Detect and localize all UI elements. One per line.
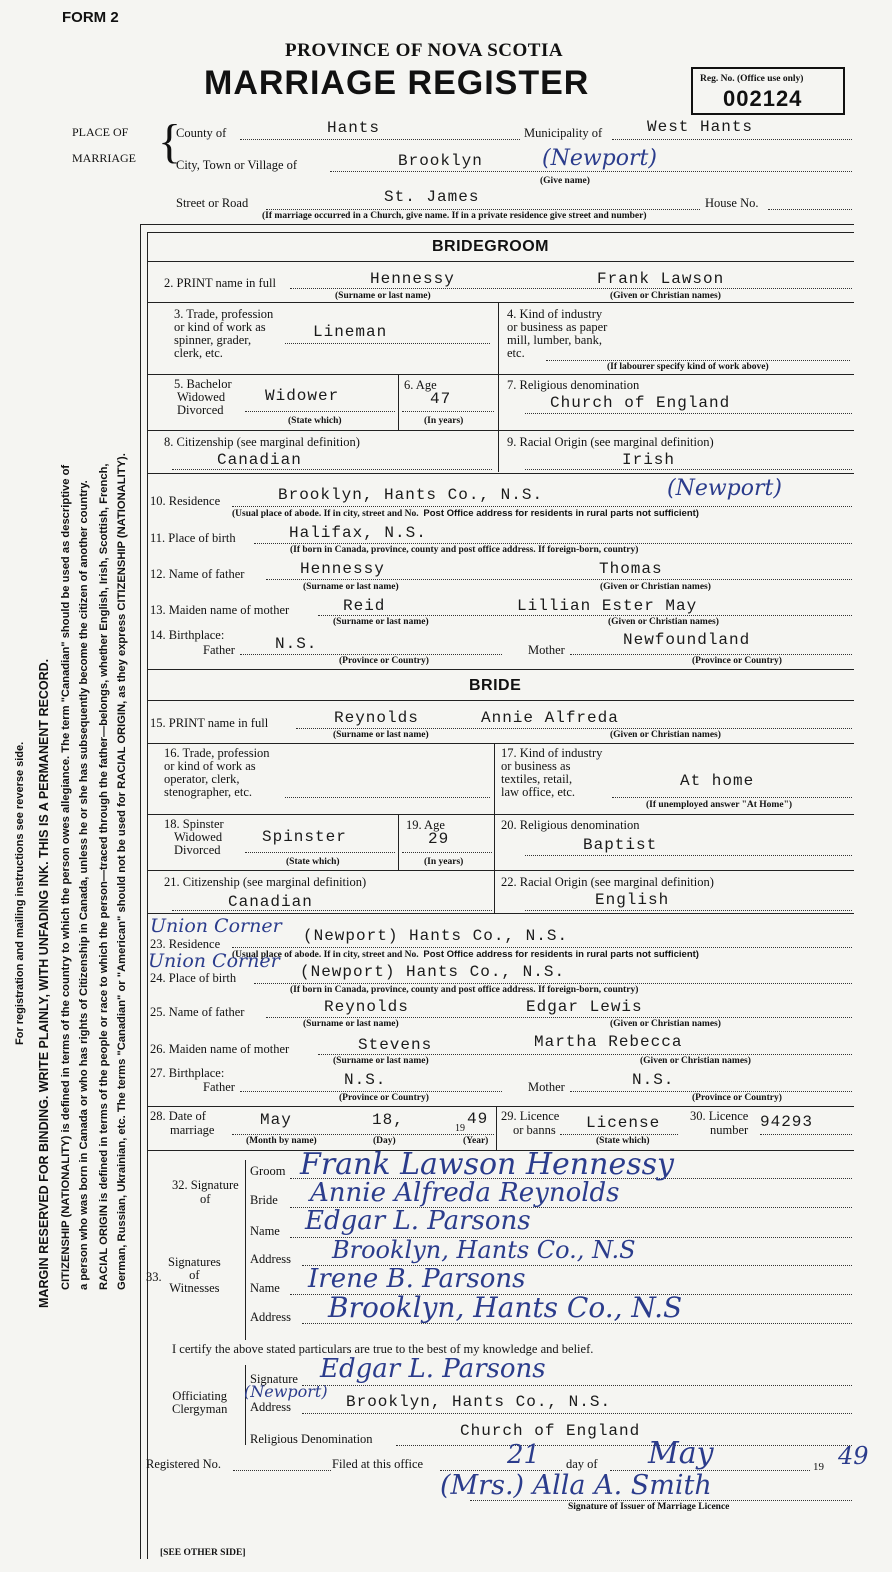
bride-heading: BRIDE [469, 677, 522, 694]
rule-dot [240, 1091, 502, 1092]
f25-surname-hint: (Surname or last name) [303, 1019, 399, 1029]
rule-dot [560, 1134, 678, 1135]
margin-def-2: a person who was born in Canada or who has rights of Citizenship in Canada, unless he or she has subsequently become the citizen of another country. [78, 480, 90, 1290]
w1-address: Brooklyn, Hants Co., N.S [332, 1236, 636, 1264]
reg-box [691, 67, 845, 115]
groom-sig-label: Groom [250, 1164, 286, 1178]
groom-age: 47 [430, 390, 452, 408]
rule-dot [285, 343, 490, 344]
groom-residence-note: (Newport) [667, 476, 782, 501]
f13-given-hint: (Given or Christian names) [608, 617, 719, 627]
rule [147, 913, 854, 914]
w2-name: Irene B. Parsons [308, 1264, 526, 1294]
house-line [768, 209, 852, 210]
f27-father-word: Father [203, 1080, 235, 1094]
municipality-label: Municipality of [524, 126, 603, 140]
issuer-label: Signature of Issuer of Marriage Licence [568, 1502, 730, 1512]
f33-label: Signatures of Witnesses [168, 1255, 221, 1295]
f27-prov-hint-1: (Province or Country) [339, 1093, 429, 1103]
rule-dot [570, 654, 852, 655]
w1-address-label: Address [250, 1252, 291, 1266]
filed-day: 21 [507, 1440, 541, 1470]
f25-given-hint: (Given or Christian names) [610, 1019, 721, 1029]
rule-dot [318, 615, 852, 616]
marriage-year-prefix: 19 [455, 1123, 465, 1134]
bride-birthplace: (Newport) Hants Co., N.S. [300, 963, 566, 981]
rule-dot [302, 1385, 852, 1386]
groom-father-birthplace: N.S. [275, 635, 318, 653]
f23-hint: (Usual place of abode. If in city, street and No. Post Office address for residents in rural parts not sufficient) [232, 949, 699, 960]
municipality-value: West Hants [647, 118, 754, 136]
give-name-hint: (Give name) [540, 176, 590, 186]
groom-trade: Lineman [313, 323, 388, 341]
rule [147, 1106, 854, 1107]
f4-hint: (If labourer specify kind of work above) [607, 362, 769, 372]
f12-label: 12. Name of father [150, 567, 245, 581]
clergy-address: Brooklyn, Hants Co., N.S. [346, 1393, 612, 1411]
f2-surname-hint: (Surname or last name) [335, 291, 431, 301]
groom-mother-surname: Reid [343, 597, 386, 615]
rule-dot [232, 947, 852, 948]
f29-label: 29. Licence or banns [501, 1109, 560, 1137]
bride-religion: Baptist [583, 836, 658, 854]
licence-number: 94293 [760, 1113, 814, 1131]
rule-dot [285, 797, 490, 798]
rule-v [494, 743, 495, 913]
bride-surname: Reynolds [334, 709, 419, 727]
f13-surname-hint: (Surname or last name) [333, 617, 429, 627]
bride-signature: Annie Alfreda Reynolds [310, 1178, 620, 1208]
place-label-1: PLACE OF [72, 125, 129, 139]
rule [147, 374, 854, 375]
f2-label: 2. PRINT name in full [164, 276, 276, 290]
rule-dot [172, 910, 492, 911]
f14-prov-hint-1: (Province or Country) [339, 656, 429, 666]
groom-signature: Frank Lawson Hennessy [300, 1147, 674, 1182]
rule [147, 700, 854, 701]
f7-label: 7. Religious denomination [507, 378, 640, 392]
f24-label: 24. Place of birth [150, 971, 237, 985]
frame-left-inner [147, 232, 148, 1559]
w2-address-label: Address [250, 1310, 291, 1324]
f27-mother-word: Mother [528, 1080, 565, 1094]
clergy-address-label: Address [250, 1400, 291, 1414]
groom-status: Widower [265, 387, 340, 405]
bride-father-surname: Reynolds [324, 998, 409, 1016]
rule [147, 302, 854, 303]
f19-hint: (In years) [424, 857, 464, 867]
f23-label: 23. Residence [150, 937, 221, 951]
f14-label: 14. Birthplace: [150, 628, 225, 642]
bride-mother-given: Martha Rebecca [534, 1033, 683, 1051]
bride-residence-hw: Union Corner [150, 915, 282, 937]
rule-dot [396, 1445, 852, 1446]
street-label: Street or Road [176, 196, 249, 210]
groom-surname: Hennessy [370, 270, 455, 288]
groom-father-given: Thomas [599, 560, 663, 578]
reg-number: 002124 [723, 86, 803, 111]
f28-year-hint: (Year) [463, 1136, 489, 1146]
rule-dot [402, 852, 492, 853]
rule [147, 430, 854, 431]
f12-given-hint: (Given or Christian names) [600, 582, 711, 592]
street-line [266, 209, 700, 210]
f21-label: 21. Citizenship (see marginal definition) [164, 875, 367, 889]
groom-residence: Brooklyn, Hants Co., N.S. [278, 486, 544, 504]
f33-number: 33. [146, 1270, 162, 1284]
rule-dot [525, 469, 852, 470]
place-brace: { [158, 115, 182, 168]
frame-top-1 [140, 224, 854, 225]
marriage-year: 49 [467, 1110, 489, 1128]
f28-label: 28. Date of marriage [150, 1109, 215, 1137]
margin-def-4: German, Russian, Ukrainian, etc. The terms "Canadian" or "American" should not be used for RACIAL ORIGIN, as they express CITIZENSHIP (NATIONALITY). [116, 453, 128, 1290]
bride-industry: At home [680, 772, 755, 790]
rule [147, 669, 854, 670]
county-value: Hants [327, 119, 381, 137]
rule-v [398, 814, 399, 870]
page-title: MARRIAGE REGISTER [204, 64, 590, 102]
rule-dot [302, 1413, 852, 1414]
f6-label: 6. Age [404, 378, 437, 392]
rule-dot [233, 1470, 331, 1471]
f4-label: 4. Kind of industry or business as paper mill, lumber, bank, etc. [507, 307, 608, 360]
f26-surname-hint: (Surname or last name) [333, 1056, 429, 1066]
groom-racial-origin: Irish [622, 451, 676, 469]
rule [147, 473, 854, 474]
f14-mother-word: Mother [528, 643, 565, 657]
groom-citizenship: Canadian [217, 451, 302, 469]
f14-prov-hint-2: (Province or Country) [692, 656, 782, 666]
f11-hint: (If born in Canada, province, county and post office address. If foreign-born, country) [290, 545, 639, 555]
bride-racial-origin: English [595, 891, 670, 909]
f30-label: 30. Licence number [690, 1109, 749, 1137]
rule-dot [525, 910, 852, 911]
f10-label: 10. Residence [150, 494, 221, 508]
f14-father-word: Father [203, 643, 235, 657]
rule [147, 261, 854, 262]
f5-label: 5. Bachelor Widowed Divorced [174, 377, 232, 417]
rule-dot [245, 852, 395, 853]
clergy-signature-label: Signature [250, 1372, 298, 1386]
rule-v [498, 302, 499, 472]
f26-given-hint: (Given or Christian names) [640, 1056, 751, 1066]
rule-dot [245, 411, 395, 412]
rule-v [496, 1106, 497, 1150]
form-label: FORM 2 [62, 9, 119, 26]
clergy-signature: Edgar L. Parsons [320, 1354, 546, 1384]
f22-label: 22. Racial Origin (see marginal definition) [501, 875, 714, 889]
bridegroom-heading: BRIDEGROOM [432, 238, 549, 255]
f16-label: 16. Trade, profession or kind of work as operator, clerk, stenographer, etc. [164, 746, 270, 799]
w2-address: Brooklyn, Hants Co., N.S [328, 1291, 683, 1324]
certify-statement: I certify the above stated particulars are true to the best of my knowledge and belief. [172, 1342, 594, 1356]
f12-surname-hint: (Surname or last name) [303, 582, 399, 592]
bride-father-birthplace: N.S. [344, 1071, 387, 1089]
margin-def-3: RACIAL ORIGIN is defined in terms of the people or race to which the person—traced through the father—belongs, whether English, Irish, Scottish, French, [98, 463, 110, 1290]
rule-dot [254, 543, 852, 544]
f25-label: 25. Name of father [150, 1005, 245, 1019]
rule-dot [402, 411, 494, 412]
marriage-month: May [260, 1111, 292, 1129]
issuer-signature: (Mrs.) Alla A. Smith [440, 1470, 712, 1501]
street-hint: (If marriage occurred in a Church, give name. If in a private residence give street and number) [262, 211, 647, 221]
f17-hint: (If unemployed answer "At Home") [646, 800, 793, 810]
bride-birthplace-hw: Union Corner [148, 950, 280, 972]
municipality-line [612, 139, 852, 140]
city-note: (Newport) [542, 146, 657, 171]
rule-dot [266, 1017, 852, 1018]
rule-dot [760, 1134, 852, 1135]
w2-name-label: Name [250, 1281, 280, 1295]
rule [147, 814, 854, 815]
f2-line [290, 288, 852, 289]
rule-dot [254, 983, 852, 984]
rule-dot [525, 855, 852, 856]
day-of-label: day of [566, 1457, 598, 1471]
rule-v [245, 1160, 246, 1220]
rule-dot [240, 654, 502, 655]
bride-status: Spinster [262, 828, 347, 846]
county-label: County of [176, 126, 227, 140]
bride-residence: (Newport) Hants Co., N.S. [303, 927, 569, 945]
margin-note-1: For registration and mailing instructions see reverse side. [14, 741, 26, 1045]
frame-top-2 [147, 232, 854, 233]
filed-label: Filed at this office [332, 1457, 424, 1471]
bride-age: 29 [428, 830, 450, 848]
groom-birthplace: Halifax, N.S. [289, 524, 427, 542]
w1-name-label: Name [250, 1224, 280, 1238]
bride-sig-label: Bride [250, 1193, 278, 1207]
f20-label: 20. Religious denomination [501, 818, 640, 832]
rule-dot [546, 360, 850, 361]
rule-dot [266, 579, 852, 580]
rule-dot [232, 506, 852, 507]
f9-label: 9. Racial Origin (see marginal definition) [507, 435, 714, 449]
rule-v [398, 374, 399, 430]
f18-label: 18. Spinster Widowed Divorced [164, 817, 224, 857]
groom-given: Frank Lawson [597, 270, 725, 288]
f8-label: 8. Citizenship (see marginal definition) [164, 435, 360, 449]
f13-label: 13. Maiden name of mother [150, 603, 290, 617]
street-value: St. James [384, 188, 480, 206]
city-line [330, 171, 852, 172]
rule-dot [570, 1091, 852, 1092]
rule-dot [525, 413, 852, 414]
frame-left-outer [140, 224, 141, 1559]
f15-given-hint: (Given or Christian names) [610, 730, 721, 740]
margin-note-2: MARGIN RESERVED FOR BINDING. WRITE PLAINLY, WITH UNFADING INK. THIS IS A PERMANENT RECORD. [37, 658, 51, 1308]
filed-month: May [648, 1436, 714, 1471]
f17-label: 17. Kind of industry or business as textiles, retail, law office, etc. [501, 746, 603, 799]
rule-dot [172, 469, 492, 470]
f2-given-hint: (Given or Christian names) [610, 291, 721, 301]
county-line [240, 139, 520, 140]
f26-label: 26. Maiden name of mother [150, 1042, 290, 1056]
w1-name: Edgar L. Parsons [305, 1206, 531, 1236]
rule-dot [296, 728, 852, 729]
f15-surname-hint: (Surname or last name) [333, 730, 429, 740]
f18-hint: (State which) [286, 857, 340, 867]
f3-label: 3. Trade, profession or kind of work as spinner, grader, clerk, etc. [174, 307, 274, 360]
f27-prov-hint-2: (Province or Country) [692, 1093, 782, 1103]
margin-def-1: CITIZENSHIP (NATIONALITY) is defined in terms of the country to which the person owes allegiance. The term "Canadian" should be used as descriptive of [60, 464, 72, 1290]
f15-label: 15. PRINT name in full [150, 716, 269, 730]
bride-father-given: Edgar Lewis [526, 998, 643, 1016]
rule [147, 870, 854, 871]
marriage-day: 18, [372, 1111, 404, 1129]
bride-mother-birthplace: N.S. [632, 1071, 675, 1089]
registered-label: Registered No. [146, 1457, 221, 1471]
f5-hint: (State which) [288, 416, 342, 426]
filed-year: 49 [838, 1442, 869, 1470]
f27-label: 27. Birthplace: [150, 1066, 225, 1080]
rule-v [245, 1220, 246, 1340]
f32-label: 32. Signature of [172, 1178, 239, 1206]
rule-dot [318, 1054, 852, 1055]
clergy-denomination: Church of England [460, 1422, 641, 1440]
clergy-label: Officiating Clergyman [172, 1389, 228, 1416]
city-label: City, Town or Village of [176, 158, 298, 172]
bride-given: Annie Alfreda [481, 709, 619, 727]
f11-label: 11. Place of birth [150, 531, 236, 545]
place-label-2: MARRIAGE [72, 151, 137, 165]
f24-hint: (If born in Canada, province, county and post office address. If foreign-born, country) [290, 985, 639, 995]
f19-label: 19. Age [406, 818, 445, 832]
reg-label: Reg. No. (Office use only) [700, 74, 804, 84]
f10-hint: (Usual place of abode. If in city, street and No. Post Office address for residents in rural parts not sufficient) [232, 508, 699, 519]
groom-mother-given: Lillian Ester May [517, 597, 698, 615]
bride-citizenship: Canadian [228, 893, 313, 911]
rule-dot [612, 797, 852, 798]
clergy-denomination-label: Religious Denomination [250, 1432, 373, 1446]
groom-mother-birthplace: Newfoundland [623, 631, 751, 649]
province-heading: PROVINCE OF NOVA SCOTIA [285, 40, 564, 61]
house-label: House No. [705, 196, 759, 210]
clergy-address-note: (Newport) [244, 1382, 328, 1401]
f29-hint: (State which) [596, 1136, 650, 1146]
see-other-side: [SEE OTHER SIDE] [160, 1548, 246, 1558]
bride-mother-surname: Stevens [358, 1036, 433, 1054]
f28-month-hint: (Month by name) [246, 1136, 317, 1146]
rule [147, 743, 854, 744]
rule-dot [470, 1500, 852, 1501]
city-value: Brooklyn [398, 152, 483, 170]
rule-v [245, 1365, 246, 1445]
groom-father-surname: Hennessy [300, 560, 385, 578]
licence-or-banns: License [586, 1114, 661, 1132]
filed-year-prefix: 19 [813, 1461, 824, 1473]
groom-religion: Church of England [550, 394, 731, 412]
f28-day-hint: (Day) [373, 1136, 396, 1146]
f6-hint: (In years) [424, 416, 464, 426]
